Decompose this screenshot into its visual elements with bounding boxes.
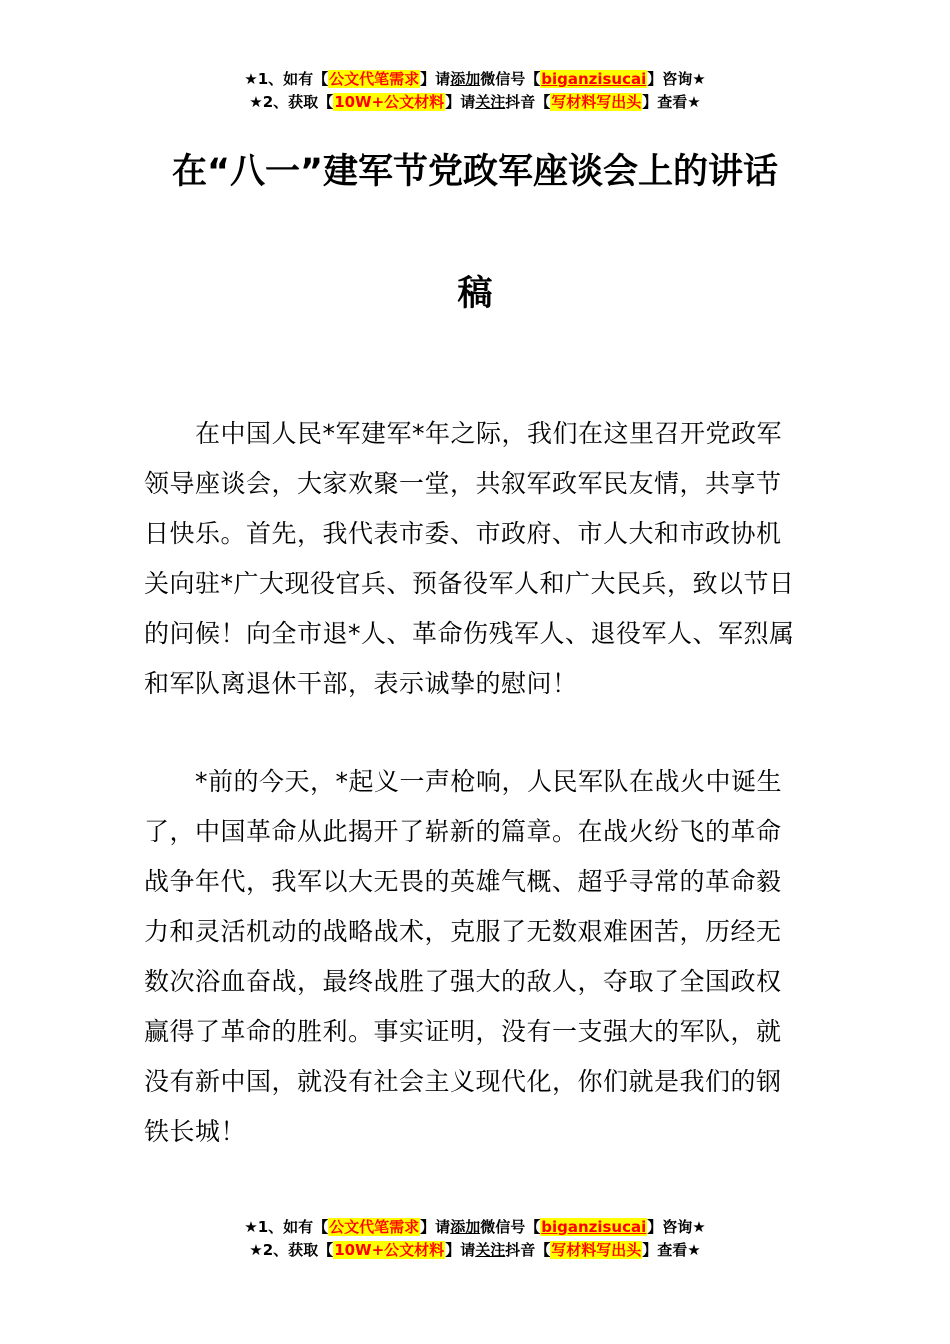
document-title: 在“八一”建军节党政军座谈会上的讲话 <box>171 152 778 192</box>
wechat-id-link[interactable]: biganzisucai <box>541 70 647 88</box>
highlight-service: 公文代笔需求 <box>329 70 420 88</box>
wechat-id-link[interactable]: biganzisucai <box>541 1218 647 1236</box>
douyin-account: 写材料写出头 <box>551 93 642 111</box>
text-line: 的问候！向全市退*人、革命伤残军人、退役军人、军烈属 <box>144 619 795 648</box>
highlight-service: 公文代笔需求 <box>329 1218 420 1236</box>
text-line: 数次浴血奋战，最终战胜了强大的敌人，夺取了全国政权 <box>144 967 782 996</box>
highlight-materials: 10W+公文材料 <box>334 93 445 111</box>
banner-text: 】查看★ <box>642 93 701 111</box>
banner-text: 】请 <box>420 70 451 88</box>
text-line: *前的今天，*起义一声枪响，人民军队在战火中诞生 <box>144 767 783 796</box>
banner-text: ★2、获取【 <box>249 93 334 111</box>
text-line: 和军队离退休干部，表示诚挚的慰问！ <box>144 669 578 698</box>
banner-line-1 <box>0 68 950 91</box>
banner-line-1 <box>0 1216 950 1239</box>
paragraph-1 <box>144 409 808 709</box>
text-line: 日快乐。首先，我代表市委、市政府、市人大和市政协机 <box>144 519 782 548</box>
banner-text: 】查看★ <box>642 1241 701 1259</box>
text-line: 领导座谈会，大家欢聚一堂，共叙军政军民友情，共享节 <box>144 469 782 498</box>
banner-text: 抖音【 <box>505 93 551 111</box>
banner-text: ★1、如有【 <box>244 1218 329 1236</box>
banner-text: 抖音【 <box>505 1241 551 1259</box>
douyin-account: 写材料写出头 <box>551 1241 642 1259</box>
banner-text: 微信号【 <box>480 1218 541 1236</box>
banner-text: 】请 <box>420 1218 451 1236</box>
text-line: 没有新中国，就没有社会主义现代化，你们就是我们的钢 <box>144 1067 782 1096</box>
text-line: 战争年代，我军以大无畏的英雄气概、超乎寻常的革命毅 <box>144 867 782 896</box>
banner-text: ★1、如有【 <box>244 70 329 88</box>
banner-text: 】请 <box>445 1241 476 1259</box>
banner-line-2 <box>0 1239 950 1262</box>
banner-text: ★2、获取【 <box>249 1241 334 1259</box>
text-line: 在中国人民*军建军*年之际，我们在这里召开党政军 <box>144 419 783 448</box>
banner-text: 】咨询★ <box>647 70 706 88</box>
text-line: 铁长城！ <box>144 1117 247 1146</box>
banner-text: 】咨询★ <box>647 1218 706 1236</box>
footer-banner <box>0 1216 950 1262</box>
document-title-continued: 稿 <box>457 274 493 314</box>
emphasis-text: 关注 <box>475 1241 506 1259</box>
emphasis-text: 添加 <box>450 1218 481 1236</box>
text-line: 关向驻*广大现役官兵、预备役军人和广大民兵，致以节日 <box>144 569 795 598</box>
highlight-materials: 10W+公文材料 <box>334 1241 445 1259</box>
emphasis-text: 添加 <box>450 70 481 88</box>
banner-text: 】请 <box>445 93 476 111</box>
banner-line-2 <box>0 91 950 114</box>
header-banner <box>0 68 950 114</box>
emphasis-text: 关注 <box>475 93 506 111</box>
paragraph-2 <box>144 757 808 1157</box>
text-line: 力和灵活机动的战略战术，克服了无数艰难困苦，历经无 <box>144 917 782 946</box>
text-line: 赢得了革命的胜利。事实证明，没有一支强大的军队，就 <box>144 1017 782 1046</box>
banner-text: 微信号【 <box>480 70 541 88</box>
text-line: 了，中国革命从此揭开了崭新的篇章。在战火纷飞的革命 <box>144 817 782 846</box>
